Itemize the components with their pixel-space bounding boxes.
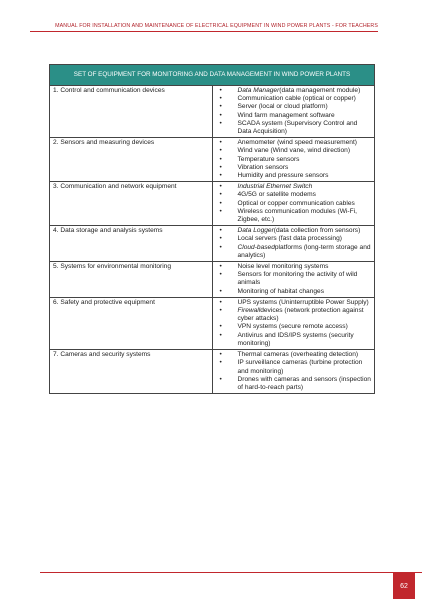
table-body — [50, 86, 375, 394]
table-row — [50, 138, 375, 182]
list-item — [216, 332, 372, 348]
item-text: Communication cable (optical or copper) — [237, 95, 356, 103]
bullet-icon: • — [219, 111, 222, 119]
bullet-icon: • — [219, 103, 222, 111]
item-text: devices (network protection against cyber attacks) — [237, 307, 364, 323]
items-cell — [212, 226, 375, 262]
table-header-row — [50, 65, 375, 86]
bullet-icon: • — [219, 207, 222, 215]
category-cell: 1. Control and communication devices — [50, 86, 213, 138]
equipment-list — [216, 263, 372, 296]
item-text: 4G/5G or satellite modems — [237, 191, 316, 199]
list-item — [216, 208, 372, 224]
bullet-icon: • — [219, 147, 222, 155]
bullet-icon: • — [219, 163, 222, 171]
category-cell: 7. Cameras and security systems — [50, 350, 213, 394]
item-text: (data collection from sensors) — [273, 227, 361, 235]
item-text: IP surveillance cameras (turbine protection and monitoring) — [237, 359, 363, 375]
bullet-icon: • — [219, 139, 222, 147]
list-item — [216, 227, 372, 235]
item-text: platforms (long-term storage and analytics) — [237, 243, 371, 259]
list-item — [216, 95, 372, 103]
item-text: Wind farm management software — [237, 111, 335, 119]
item-text: Monitoring of habitat changes — [237, 287, 325, 295]
header-rule — [30, 31, 378, 32]
item-text: Sensors for monitoring the activity of wild animals — [237, 271, 358, 287]
list-item — [216, 183, 372, 191]
list-item — [216, 235, 372, 243]
table-row — [50, 262, 375, 298]
bullet-icon: • — [219, 87, 222, 94]
item-text: Temperature sensors — [237, 155, 300, 163]
list-item — [216, 359, 372, 375]
items-cell — [212, 350, 375, 394]
list-item — [216, 307, 372, 323]
table-row — [50, 226, 375, 262]
bullet-icon: • — [219, 95, 222, 103]
bullet-icon: • — [219, 227, 222, 235]
item-text: Anemometer (wind speed measurement) — [237, 139, 357, 147]
bullet-icon: • — [219, 287, 222, 295]
list-item — [216, 87, 372, 95]
list-item — [216, 139, 372, 147]
bullet-icon: • — [219, 172, 222, 180]
item-text: UPS systems (Uninterruptible Power Supply) — [237, 298, 369, 306]
table-title: SET OF EQUIPMENT FOR MONITORING AND DATA MANAGEMENT IN WIND POWER PLANTS — [50, 65, 375, 86]
list-item — [216, 244, 372, 260]
item-text: Thermal cameras (overheating detection) — [237, 351, 359, 359]
table-row — [50, 350, 375, 394]
bullet-icon: • — [219, 243, 222, 251]
items-cell — [212, 86, 375, 138]
list-item — [216, 147, 372, 155]
item-text: Vibration sensors — [237, 163, 289, 171]
bullet-icon: • — [219, 155, 222, 163]
list-item — [216, 103, 372, 111]
category-cell: 5. Systems for environmental monitoring — [50, 262, 213, 298]
items-cell — [212, 182, 375, 226]
list-item — [216, 191, 372, 199]
equipment-table-container — [49, 64, 375, 394]
category-cell: 2. Sensors and measuring devices — [50, 138, 213, 182]
item-text: Optical or copper communication cables — [237, 199, 355, 207]
category-cell: 3. Communication and network equipment — [50, 182, 213, 226]
item-text: VPN systems (secure remote access) — [237, 323, 348, 331]
footer-rule — [40, 572, 422, 573]
table-row — [50, 182, 375, 226]
list-item — [216, 172, 372, 180]
list-item — [216, 120, 372, 136]
item-text: Wind vane (Wind vane, wind direction) — [237, 147, 351, 155]
list-item — [216, 156, 372, 164]
list-item — [216, 376, 372, 392]
item-italic-term: Firewall — [237, 307, 261, 315]
item-text: Antivirus and IDS/IPS systems (security monitoring) — [237, 331, 354, 347]
list-item — [216, 263, 372, 271]
equipment-list — [216, 183, 372, 224]
list-item — [216, 164, 372, 172]
page-number: 62 — [393, 573, 415, 599]
list-item — [216, 299, 372, 307]
item-italic-term: Data Logger — [237, 227, 274, 235]
bullet-icon: • — [219, 235, 222, 243]
bullet-icon: • — [219, 271, 222, 279]
items-cell — [212, 138, 375, 182]
equipment-list — [216, 139, 372, 180]
item-text: Drones with cameras and sensors (inspection of hard-to-reach parts) — [237, 375, 371, 391]
item-italic-term: Industrial Ethernet Switch — [237, 183, 313, 191]
items-cell — [212, 262, 375, 298]
item-text: SCADA system (Supervisory Control and Data Acquisition) — [237, 119, 358, 136]
equipment-table — [49, 64, 375, 394]
item-text: Humidity and pressure sensors — [237, 172, 329, 180]
bullet-icon: • — [219, 183, 222, 191]
category-cell: 6. Safety and protective equipment — [50, 297, 213, 349]
list-item — [216, 112, 372, 120]
item-text: Wireless communication modules (Wi-Fi, Zigbee, etc.) — [237, 207, 357, 224]
list-item — [216, 288, 372, 296]
item-italic-term: Data Manager — [237, 87, 280, 94]
equipment-list — [216, 87, 372, 136]
bullet-icon: • — [219, 331, 222, 339]
bullet-icon: • — [219, 351, 222, 359]
bullet-icon: • — [219, 263, 222, 271]
bullet-icon: • — [219, 191, 222, 199]
item-text: (data management module) — [279, 87, 361, 94]
bullet-icon: • — [219, 359, 222, 367]
list-item — [216, 200, 372, 208]
list-item — [216, 271, 372, 287]
bullet-icon: • — [219, 298, 222, 306]
item-text: Local servers (fast data processing) — [237, 235, 342, 243]
list-item — [216, 323, 372, 331]
page-header — [0, 0, 422, 36]
bullet-icon: • — [219, 375, 222, 383]
list-item — [216, 351, 372, 359]
bullet-icon: • — [219, 199, 222, 207]
bullet-icon: • — [219, 119, 222, 127]
items-cell — [212, 297, 375, 349]
item-text: Server (local or cloud platform) — [237, 103, 328, 111]
category-cell: 4. Data storage and analysis systems — [50, 226, 213, 262]
item-italic-term: Cloud-based — [237, 243, 275, 251]
table-row — [50, 297, 375, 349]
table-row — [50, 86, 375, 138]
equipment-list — [216, 299, 372, 348]
equipment-list — [216, 227, 372, 260]
bullet-icon: • — [219, 323, 222, 331]
header-title: MANUAL FOR INSTALLATION AND MAINTENANCE OF ELECTRICAL EQUIPMENT IN WIND POWER PLANTS - FOR TEACHERS — [55, 23, 378, 29]
bullet-icon: • — [219, 307, 222, 315]
equipment-list — [216, 351, 372, 392]
item-text: Noise level monitoring systems — [237, 263, 329, 271]
